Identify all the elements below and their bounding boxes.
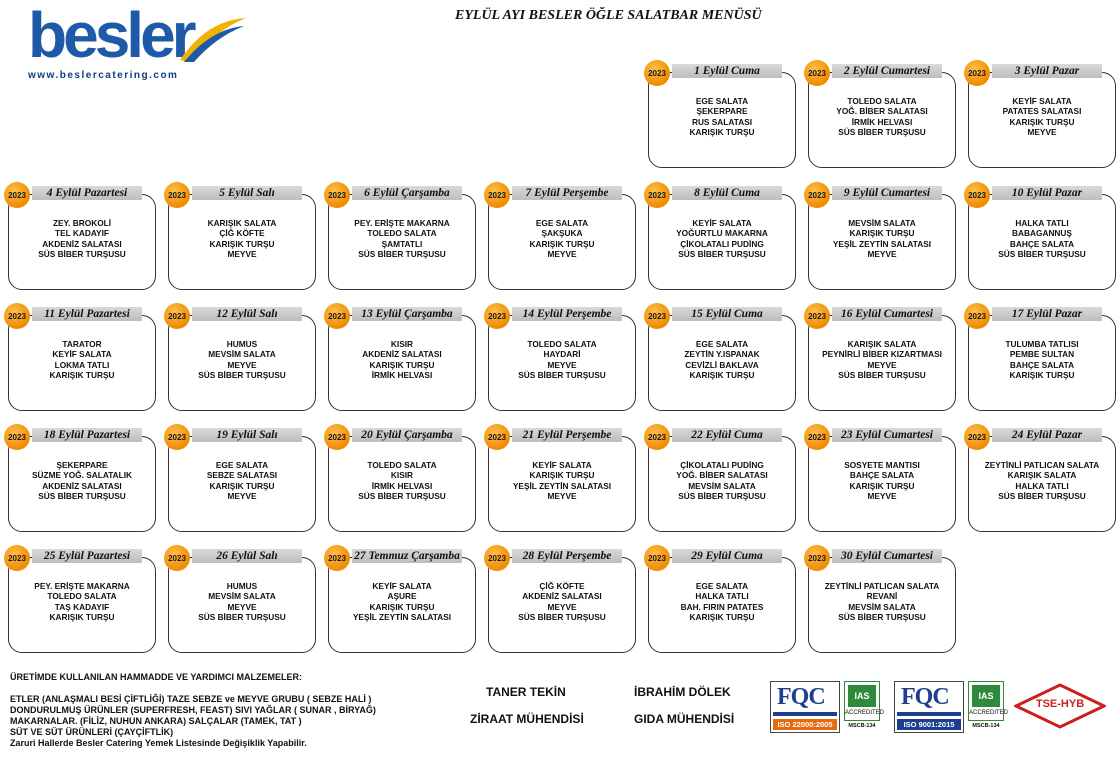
- date-label: 10 Eylül Pazar: [992, 186, 1102, 200]
- menu-item: PEY. ERİŞTE MAKARNA: [34, 581, 130, 591]
- menu-list: [812, 339, 952, 380]
- menu-item: SOSYETE MANTISI: [844, 460, 920, 470]
- menu-item: MEYVE: [867, 248, 897, 259]
- menu-item: KARIŞIK TURŞU: [209, 480, 275, 491]
- ias-mark-icon: IAS: [972, 685, 1000, 707]
- menu-item: MEYVE: [227, 248, 257, 259]
- menu-item: KARIŞIK TURŞU: [689, 611, 755, 622]
- menu-item: KARIŞIK TURŞU: [689, 126, 755, 137]
- day-card: [968, 182, 1116, 290]
- date-label: 16 Eylül Cumartesi: [832, 307, 942, 321]
- menu-item: HUMUS: [226, 339, 258, 349]
- menu-list: [652, 460, 792, 501]
- year-badge: 2023: [804, 545, 830, 571]
- menu-list: [492, 218, 632, 259]
- menu-item: AKDENİZ SALATASI: [362, 349, 442, 360]
- menu-list: [12, 460, 152, 501]
- year-badge: 2023: [484, 182, 510, 208]
- menu-item: MEYVE: [867, 359, 897, 370]
- menu-item: MEVSİM SALATA: [848, 601, 916, 612]
- menu-item: KARIŞIK TURŞU: [689, 369, 755, 380]
- menu-list: [972, 339, 1112, 380]
- year-badge: 2023: [324, 182, 350, 208]
- menu-item: SÜS BİBER TURŞUSU: [518, 369, 606, 380]
- ingredients-line: MAKARNALAR. (FİLİZ, NUHUN ANKARA) SALÇALAR (TAMEK, TAT ): [10, 716, 302, 726]
- day-card: [168, 303, 316, 411]
- menu-item: BAH. FIRIN PATATES: [680, 601, 764, 612]
- menu-item: MEYVE: [227, 490, 257, 501]
- menu-item: KARIŞIK SALATA: [207, 218, 277, 228]
- date-label: 29 Eylül Cuma: [672, 549, 782, 563]
- menu-item: SÜS BİBER TURŞUSU: [838, 611, 926, 622]
- signer-role: ZİRAAT MÜHENDİSİ: [470, 712, 584, 726]
- menu-list: [492, 339, 632, 380]
- menu-item: SÜS BİBER TURŞUSU: [998, 490, 1086, 501]
- menu-item: AKDENİZ SALATASI: [42, 238, 122, 249]
- day-card: [808, 60, 956, 168]
- day-card: [488, 424, 636, 532]
- year-badge: 2023: [484, 424, 510, 450]
- menu-list: [12, 218, 152, 259]
- brand-wordmark: besler: [28, 0, 193, 71]
- menu-item: SÜS BİBER TURŞUSU: [838, 126, 926, 137]
- certification-badge: [770, 681, 885, 733]
- fqc-logo: [894, 681, 964, 733]
- menu-list: [972, 96, 1112, 137]
- menu-item: TULUMBA TATLISI: [1005, 339, 1079, 349]
- menu-item: TOLEDO SALATA: [47, 591, 117, 602]
- day-card: [168, 182, 316, 290]
- year-badge: 2023: [4, 424, 30, 450]
- date-label: 5 Eylül Salı: [192, 186, 302, 200]
- menu-item: KARIŞIK TURŞU: [369, 601, 435, 612]
- day-card: [8, 424, 156, 532]
- menu-item: BAHÇE SALATA: [1009, 359, 1075, 370]
- menu-item: PEYNİRLİ BİBER KIZARTMASI: [822, 349, 942, 360]
- menu-item: TOLEDO SALATA: [847, 96, 917, 106]
- ingredients-heading: ÜRETİMDE KULLANILAN HAMMADDE VE YARDIMCI MALZEMELER:: [10, 672, 302, 682]
- menu-item: KEYİF SALATA: [372, 581, 432, 591]
- menu-item: ÇİKOLATALI PUDİNG: [680, 460, 764, 470]
- menu-item: ŞAMTATLI: [381, 238, 423, 249]
- menu-item: SÜS BİBER TURŞUSU: [38, 248, 126, 259]
- menu-item: ŞEKERPARE: [696, 106, 748, 117]
- date-label: 21 Eylül Perşembe: [512, 428, 622, 442]
- accredited-label: ACCREDITED: [845, 710, 885, 716]
- day-card: [328, 182, 476, 290]
- menu-item: TAŞ KADAYIF: [54, 601, 110, 612]
- ias-accreditation-icon: [844, 681, 885, 721]
- menu-list: [652, 218, 792, 259]
- menu-item: MEVSİM SALATA: [208, 591, 276, 602]
- day-card: [648, 60, 796, 168]
- date-label: 12 Eylül Salı: [192, 307, 302, 321]
- menu-item: SÜS BİBER TURŞUSU: [198, 369, 286, 380]
- menu-item: EGE SALATA: [695, 96, 749, 106]
- menu-item: HUMUS: [226, 581, 258, 591]
- day-card: [8, 545, 156, 653]
- year-badge: 2023: [164, 424, 190, 450]
- day-card: [488, 303, 636, 411]
- fqc-bar: [897, 712, 961, 716]
- menu-item: SÜS BİBER TURŞUSU: [518, 611, 606, 622]
- menu-item: REVANİ: [866, 591, 898, 602]
- accreditation-code: MSCB-134: [972, 723, 1000, 729]
- menu-item: SÜS BİBER TURŞUSU: [998, 248, 1086, 259]
- menu-item: HALKA TATLI: [695, 591, 749, 602]
- day-card: [808, 424, 956, 532]
- date-label: 4 Eylül Pazartesi: [32, 186, 142, 200]
- menu-item: ZEYTİN Y.ISPANAK: [684, 349, 760, 360]
- accreditation-code: MSCB-134: [848, 723, 876, 729]
- date-label: 9 Eylül Cumartesi: [832, 186, 942, 200]
- ingredients-line: ETLER (ANLAŞMALI BESİ ÇİFTLİĞİ) TAZE SEBZE ve MEYVE GRUBU ( SEBZE HALİ ): [10, 694, 372, 704]
- iso-standard: ISO 22000:2005: [773, 719, 837, 730]
- menu-item: KARIŞIK TURŞU: [49, 611, 115, 622]
- menu-item: YEŞİL ZEYTİN SALATASI: [832, 238, 932, 249]
- ias-mark-icon: IAS: [848, 685, 876, 707]
- menu-list: [812, 218, 952, 259]
- menu-list: [12, 581, 152, 622]
- date-label: 3 Eylül Pazar: [992, 64, 1102, 78]
- menu-list: [492, 581, 632, 622]
- menu-item: KEYİF SALATA: [692, 218, 752, 228]
- day-card: [328, 424, 476, 532]
- menu-item: HALKA TATLI: [1015, 218, 1069, 228]
- year-badge: 2023: [4, 545, 30, 571]
- menu-item: AKDENİZ SALATASI: [42, 480, 122, 491]
- menu-item: KARIŞIK TURŞU: [529, 238, 595, 249]
- menu-item: İRMİK HELVASI: [851, 116, 913, 127]
- certification-badge: [894, 681, 1009, 733]
- menu-item: SÜS BİBER TURŞUSU: [358, 490, 446, 501]
- menu-item: ÇİKOLATALI PUDİNG: [680, 238, 764, 249]
- menu-list: [332, 581, 472, 622]
- tse-hyb-logo: [1014, 683, 1106, 729]
- menu-item: MEYVE: [547, 490, 577, 501]
- menu-item: İRMİK HELVASI: [371, 369, 433, 380]
- menu-list: [812, 460, 952, 501]
- date-label: 30 Eylül Cumartesi: [832, 549, 942, 563]
- menu-item: SÜZME YOĞ. SALATALIK: [31, 470, 133, 481]
- menu-item: KEYİF SALATA: [52, 349, 112, 360]
- fqc-bar: [773, 712, 837, 716]
- menu-item: KARIŞIK TURŞU: [209, 238, 275, 249]
- menu-item: PEY. ERİŞTE MAKARNA: [354, 218, 450, 228]
- menu-item: MEYVE: [547, 359, 577, 370]
- year-badge: 2023: [804, 303, 830, 329]
- menu-item: MEYVE: [1027, 126, 1057, 137]
- menu-item: LOKMA TATLI: [54, 359, 110, 370]
- menu-list: [332, 339, 472, 380]
- date-label: 7 Eylül Perşembe: [512, 186, 622, 200]
- ingredients-line: SÜT VE SÜT ÜRÜNLERİ (ÇAYÇİFTLİK): [10, 727, 174, 737]
- disclaimer-line: Zaruri Hallerde Besler Catering Yemek Listesinde Değişiklik Yapabilir.: [10, 738, 307, 748]
- date-label: 8 Eylül Cuma: [672, 186, 782, 200]
- menu-item: KARIŞIK TURŞU: [1009, 369, 1075, 380]
- brand-url: www.beslercatering.com: [28, 70, 179, 81]
- menu-item: KARIŞIK TURŞU: [849, 228, 915, 239]
- menu-item: SEBZE SALATASI: [206, 470, 278, 481]
- day-card: [488, 545, 636, 653]
- menu-list: [652, 96, 792, 137]
- menu-item: KARIŞIK TURŞU: [529, 470, 595, 481]
- day-card: [8, 182, 156, 290]
- date-label: 1 Eylül Cuma: [672, 64, 782, 78]
- menu-item: ZEYTİNLİ PATLICAN SALATA: [824, 581, 940, 591]
- menu-list: [652, 581, 792, 622]
- day-card: [648, 424, 796, 532]
- iso-standard: ISO 9001:2015: [897, 719, 961, 730]
- date-label: 11 Eylül Pazartesi: [32, 307, 142, 321]
- menu-item: MEYVE: [547, 248, 577, 259]
- menu-item: MEVSİM SALATA: [848, 218, 916, 228]
- menu-item: SÜS BİBER TURŞUSU: [38, 490, 126, 501]
- year-badge: 2023: [964, 424, 990, 450]
- menu-item: KARIŞIK SALATA: [1007, 470, 1077, 481]
- menu-item: MEYVE: [867, 490, 897, 501]
- menu-item: ZEYTİNLİ PATLICAN SALATA: [984, 460, 1100, 470]
- menu-item: MEVSİM SALATA: [688, 480, 756, 491]
- signer-name: TANER TEKİN: [486, 685, 566, 699]
- year-badge: 2023: [804, 424, 830, 450]
- menu-item: TEL KADAYIF: [55, 228, 109, 239]
- year-badge: 2023: [484, 303, 510, 329]
- menu-item: EGE SALATA: [215, 460, 269, 470]
- date-label: 18 Eylül Pazartesi: [32, 428, 142, 442]
- menu-item: SÜS BİBER TURŞUSU: [678, 490, 766, 501]
- menu-item: PEMBE SULTAN: [1009, 349, 1075, 360]
- menu-item: TOLEDO SALATA: [367, 460, 437, 470]
- year-badge: 2023: [964, 60, 990, 86]
- year-badge: 2023: [964, 303, 990, 329]
- menu-item: ŞEKERPARE: [56, 460, 108, 470]
- menu-item: EGE SALATA: [695, 581, 749, 591]
- day-card: [168, 545, 316, 653]
- ias-accreditation-icon: [968, 681, 1009, 721]
- menu-item: KARIŞIK TURŞU: [49, 369, 115, 380]
- ingredients-note: [10, 672, 376, 749]
- menu-item: KEYİF SALATA: [532, 460, 592, 470]
- day-card: [328, 303, 476, 411]
- menu-item: BAHÇE SALATA: [1009, 238, 1075, 249]
- swoosh-icon: [178, 14, 248, 64]
- menu-list: [812, 96, 952, 137]
- fqc-brand: FQC: [901, 684, 949, 710]
- date-label: 14 Eylül Perşembe: [512, 307, 622, 321]
- date-label: 24 Eylül Pazar: [992, 428, 1102, 442]
- year-badge: 2023: [644, 60, 670, 86]
- menu-item: TOLEDO SALATA: [527, 339, 597, 349]
- fqc-logo: [770, 681, 840, 733]
- menu-item: SÜS BİBER TURŞUSU: [358, 248, 446, 259]
- date-label: 27 Temmuz Çarşamba: [352, 549, 462, 563]
- menu-item: KARIŞIK TURŞU: [1009, 116, 1075, 127]
- accredited-label: ACCREDITED: [969, 710, 1009, 716]
- year-badge: 2023: [164, 545, 190, 571]
- day-card: [968, 303, 1116, 411]
- day-card: [968, 424, 1116, 532]
- day-card: [808, 182, 956, 290]
- year-badge: 2023: [644, 424, 670, 450]
- date-label: 23 Eylül Cumartesi: [832, 428, 942, 442]
- day-card: [648, 182, 796, 290]
- menu-item: KISIR: [390, 470, 414, 481]
- page-title: EYLÜL AYI BESLER ÖĞLE SALATBAR MENÜSÜ: [455, 8, 762, 23]
- date-label: 20 Eylül Çarşamba: [352, 428, 462, 442]
- menu-item: AKDENİZ SALATASI: [522, 591, 602, 602]
- year-badge: 2023: [324, 424, 350, 450]
- menu-item: CEVİZLİ BAKLAVA: [685, 359, 759, 370]
- date-label: 25 Eylül Pazartesi: [32, 549, 142, 563]
- menu-item: EGE SALATA: [535, 218, 589, 228]
- signer-role: GIDA MÜHENDİSİ: [634, 712, 735, 726]
- menu-item: ÇİĞ KÖFTE: [539, 581, 585, 591]
- menu-item: MEYVE: [547, 601, 577, 612]
- menu-item: İRMİK HELVASI: [371, 480, 433, 491]
- day-card: [648, 303, 796, 411]
- year-badge: 2023: [804, 182, 830, 208]
- menu-item: BAHÇE SALATA: [849, 470, 915, 481]
- menu-item: ÇİĞ KÖFTE: [219, 228, 265, 239]
- day-card: [808, 545, 956, 653]
- year-badge: 2023: [164, 303, 190, 329]
- menu-item: ZEY. BROKOLİ: [52, 218, 112, 228]
- year-badge: 2023: [324, 545, 350, 571]
- day-card: [8, 303, 156, 411]
- menu-list: [652, 339, 792, 380]
- year-badge: 2023: [964, 182, 990, 208]
- year-badge: 2023: [164, 182, 190, 208]
- day-card: [968, 60, 1116, 168]
- day-card: [328, 545, 476, 653]
- year-badge: 2023: [644, 182, 670, 208]
- menu-item: KISIR: [390, 339, 414, 349]
- menu-item: PATATES SALATASI: [1002, 106, 1082, 117]
- date-label: 2 Eylül Cumartesi: [832, 64, 942, 78]
- menu-item: YEŞİL ZEYTİN SALATASI: [512, 480, 612, 491]
- tse-label: TSE-HYB: [1035, 698, 1085, 710]
- fqc-brand: FQC: [777, 684, 825, 710]
- menu-list: [172, 339, 312, 380]
- ingredients-line: DONDURULMUŞ ÜRÜNLER (SUPERFRESH, FEAST) SIVI YAĞLAR ( SUNAR , BİRYAĞ): [10, 705, 376, 715]
- date-label: 28 Eylül Perşembe: [512, 549, 622, 563]
- day-card: [488, 182, 636, 290]
- day-card: [168, 424, 316, 532]
- menu-list: [492, 460, 632, 501]
- menu-item: MEVSİM SALATA: [208, 349, 276, 360]
- date-label: 17 Eylül Pazar: [992, 307, 1102, 321]
- year-badge: 2023: [804, 60, 830, 86]
- menu-item: KARIŞIK TURŞU: [849, 480, 915, 491]
- menu-item: TOLEDO SALATA: [367, 228, 437, 239]
- menu-list: [172, 581, 312, 622]
- menu-item: YOĞ. BİBER SALATASI: [676, 470, 768, 481]
- menu-item: YEŞİL ZEYTİN SALATASI: [352, 611, 452, 622]
- menu-item: EGE SALATA: [695, 339, 749, 349]
- year-badge: 2023: [644, 303, 670, 329]
- menu-list: [332, 460, 472, 501]
- menu-item: TARATOR: [62, 339, 102, 349]
- signer-name: İBRAHİM DÖLEK: [634, 685, 731, 699]
- year-badge: 2023: [324, 303, 350, 329]
- menu-list: [12, 339, 152, 380]
- menu-item: SÜS BİBER TURŞUSU: [198, 611, 286, 622]
- menu-list: [972, 460, 1112, 501]
- menu-list: [172, 218, 312, 259]
- date-label: 13 Eylül Çarşamba: [352, 307, 462, 321]
- menu-item: MEYVE: [227, 601, 257, 612]
- year-badge: 2023: [4, 182, 30, 208]
- year-badge: 2023: [484, 545, 510, 571]
- day-card: [648, 545, 796, 653]
- date-label: 6 Eylül Çarşamba: [352, 186, 462, 200]
- menu-list: [172, 460, 312, 501]
- year-badge: 2023: [644, 545, 670, 571]
- menu-item: YOĞ. BİBER SALATASI: [836, 106, 928, 117]
- menu-item: RUS SALATASI: [691, 116, 753, 127]
- menu-item: MEYVE: [227, 359, 257, 370]
- date-label: 26 Eylül Salı: [192, 549, 302, 563]
- menu-item: SÜS BİBER TURŞUSU: [678, 248, 766, 259]
- menu-item: HALKA TATLI: [1015, 480, 1069, 491]
- menu-list: [972, 218, 1112, 259]
- date-label: 19 Eylül Salı: [192, 428, 302, 442]
- menu-item: SÜS BİBER TURŞUSU: [838, 369, 926, 380]
- date-label: 22 Eylül Cuma: [672, 428, 782, 442]
- menu-item: KARIŞIK TURŞU: [369, 359, 435, 370]
- day-card: [808, 303, 956, 411]
- menu-item: ŞAKŞUKA: [541, 228, 583, 239]
- year-badge: 2023: [4, 303, 30, 329]
- menu-item: HAYDARİ: [543, 349, 581, 360]
- menu-item: KARIŞIK SALATA: [847, 339, 917, 349]
- date-label: 15 Eylül Cuma: [672, 307, 782, 321]
- menu-list: [332, 218, 472, 259]
- besler-logo: [28, 0, 250, 84]
- menu-item: KEYİF SALATA: [1012, 96, 1072, 106]
- menu-item: YOĞURTLU MAKARNA: [676, 228, 768, 239]
- menu-item: AŞURE: [387, 591, 417, 602]
- menu-item: BABAGANNUŞ: [1012, 228, 1072, 239]
- menu-list: [812, 581, 952, 622]
